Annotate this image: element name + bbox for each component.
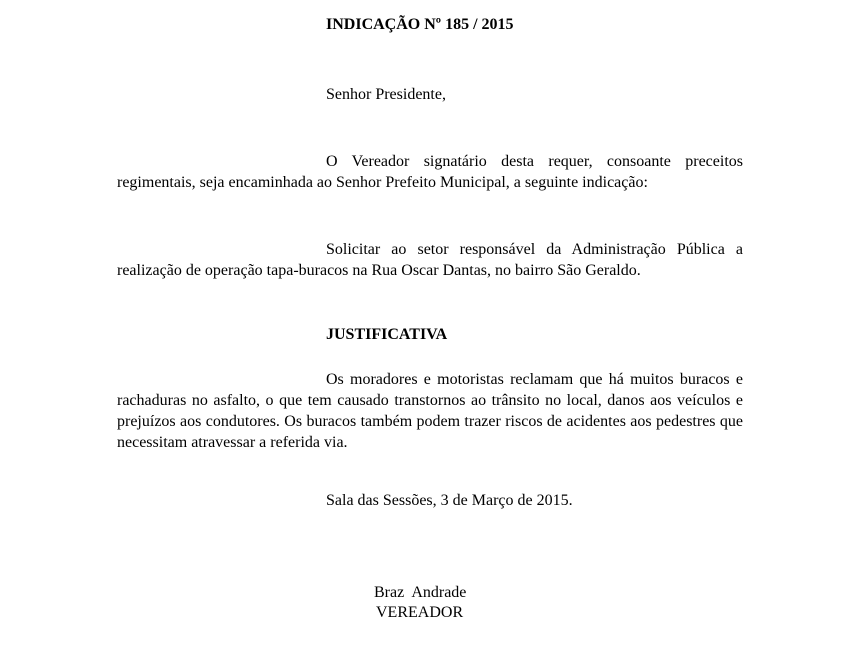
signer-title: VEREADOR [376,604,464,621]
justification-paragraph: Os moradores e motoristas reclamam que há muitos buracos e rachaduras no asfalto, o que tem causado transtornos ao trânsito no local, danos aos veículos e prejuízos aos condutores. Os buracos também podem trazer riscos de acidentes aos pedestres que necessitam atravessar a referida via. [117,371,743,451]
intro-paragraph: O Vereador signatário desta requer, consoante preceitos regimentais, seja encaminhada ao Senhor Prefeito Municipal, a seguinte indicação: [117,153,743,191]
signer-name: Braz Andrade [374,584,467,601]
justification-heading: JUSTIFICATIVA [326,326,448,343]
request-paragraph: Solicitar ao setor responsável da Administração Pública a realização de operação tapa-buracos na Rua Oscar Dantas, no bairro São Geraldo. [117,241,743,279]
closing-line: Sala das Sessões, 3 de Março de 2015. [326,492,573,509]
salutation: Senhor Presidente, [326,86,446,103]
document-title: INDICAÇÃO Nº 185 / 2015 [326,16,514,33]
